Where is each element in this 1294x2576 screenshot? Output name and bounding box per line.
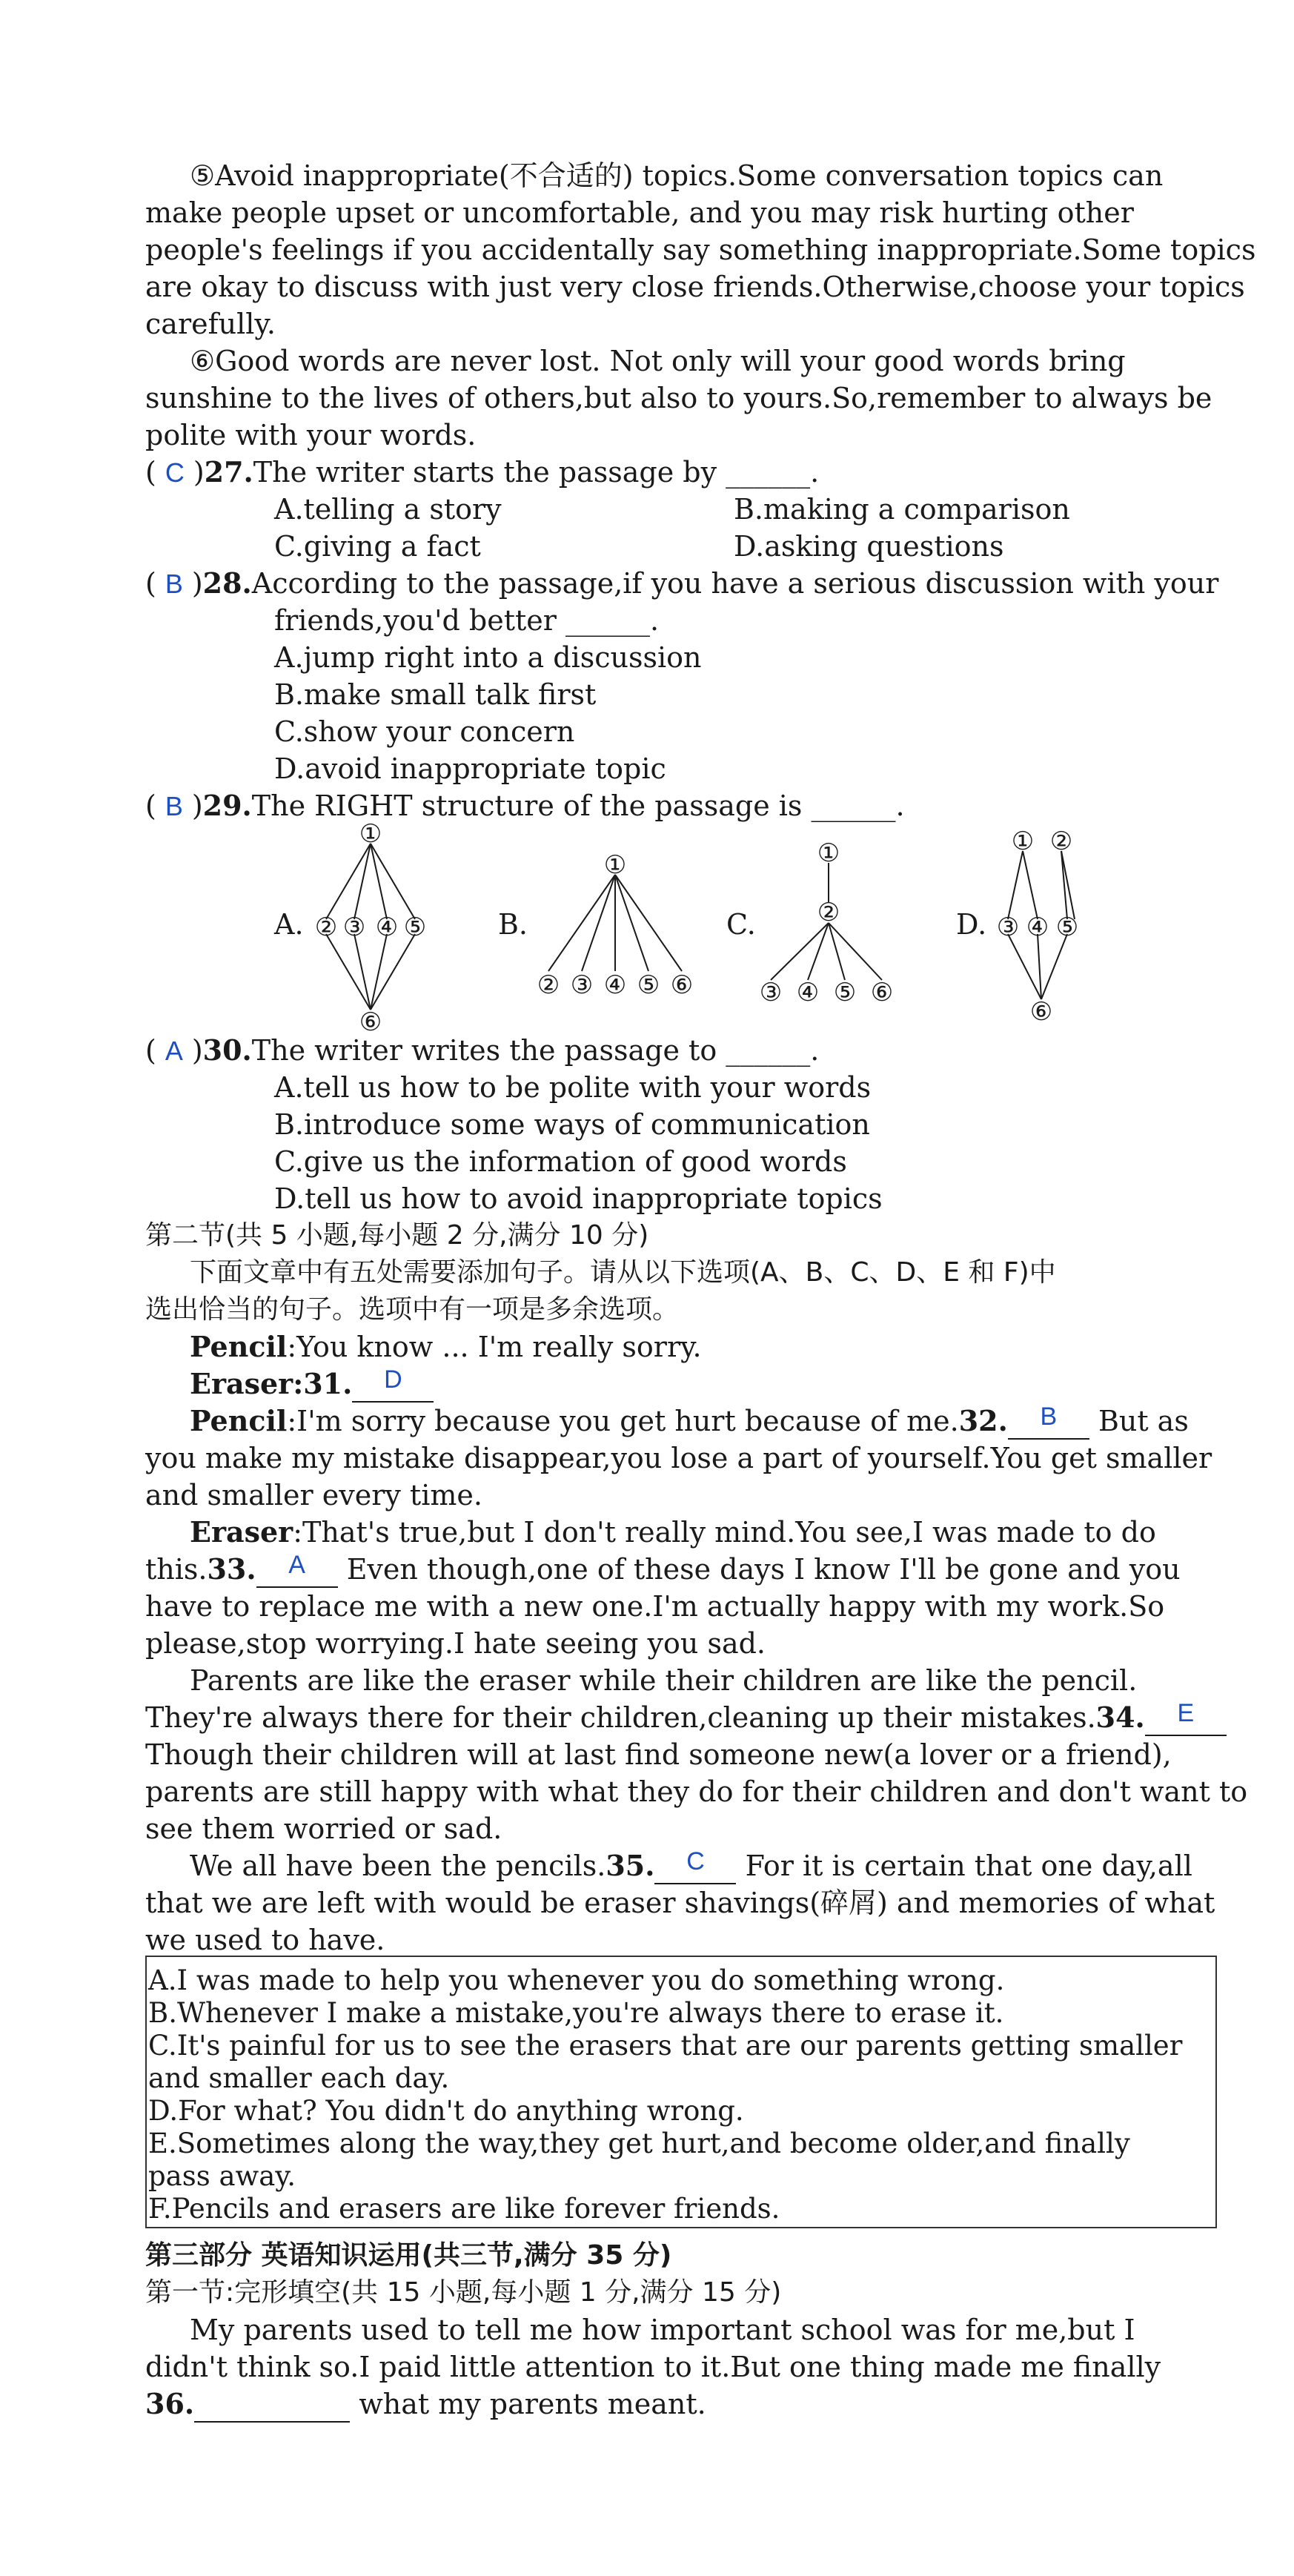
passage-line: ⑤Avoid inappropriate(不合适的) topics.Some conversation topics can [190,159,1164,192]
answer-32: B [1040,1403,1058,1431]
answer-blank-35 [654,1847,736,1884]
dialogue-line: have to replace me with a new one.I'm actually happy with my work.So [145,1590,1165,1623]
diagram-b-node: ① [603,850,627,880]
option-b: B.introduce some ways of communication [274,1108,870,1141]
question-number: 29. [202,789,252,822]
question-number: 33. [207,1552,256,1586]
diagram-b-node: ⑤ [637,970,660,1000]
diagram-label-a: A. [274,908,304,941]
diagram-a-node: ① [359,819,382,849]
passage-line: make people upset or uncomfortable, and you may risk hurting other [145,196,1134,229]
dialogue-line [145,1551,1220,1588]
question-30: ( A )30.The writer writes the passage to ______. [145,1033,820,1067]
box-option: C.It's painful for us to see the erasers that are our parents getting smaller [148,2030,1183,2062]
diagram-d-node: ③ [996,913,1020,942]
passage-line: are okay to discuss with just very close friends.Otherwise,choose your topics [145,271,1245,303]
passage-line [145,1699,1220,1736]
passage-line: sunshine to the lives of others,but also to yours.So,remember to always be [145,382,1212,414]
section-instruction: 选出恰当的句子。选项中有一项是多余选项。 [145,1294,680,1325]
passage-text: what my parents meant. [350,2388,706,2420]
answer-35: C [686,1847,705,1875]
option-d: D.tell us how to avoid inappropriate topics [274,1182,883,1215]
diagram-d-node: ② [1049,827,1073,856]
passage-line: see them worried or sad. [145,1812,502,1845]
passage-line: Parents are like the eraser while their children are like the pencil. [190,1664,1138,1697]
diagram-b-node: ④ [603,970,627,1000]
dialogue-text: :I'm sorry because you get hurt because of me. [287,1405,959,1437]
speaker-eraser: Eraser [190,1515,293,1549]
diagram-b-node: ⑥ [670,970,694,1000]
option-d: D.avoid inappropriate topic [274,752,666,785]
box-option: A.I was made to help you whenever you do something wrong. [148,1964,1005,1996]
answer-29: B [165,791,183,821]
question-28: ( B )28.According to the passage,if you have a serious discussion with your [145,566,1219,600]
dialogue-text: Even though,one of these days I know I'll be gone and you [337,1553,1181,1586]
dialogue-line: you make my mistake disappear,you lose a part of yourself.You get smaller [145,1442,1212,1474]
option-b: B.make small talk first [274,678,597,711]
passage-text: For it is certain that one day,all [736,1850,1192,1882]
box-option: and smaller each day. [148,2062,450,2094]
passage-line [190,1847,1264,1884]
diagram-label-c: C. [726,908,756,941]
dialogue-line: Eraser:31. D [190,1365,1264,1403]
diagram-label-b: B. [498,908,528,941]
option-d: D.asking questions [734,530,1004,563]
dialogue-line [190,1328,1264,1365]
passage-line: ⑥Good words are never lost. Not only will your good words bring [190,345,1126,377]
answer-27: C [165,457,185,488]
question-number: 28. [202,566,252,600]
speaker-pencil: Pencil [190,1330,288,1363]
diagram-a-node: ③ [342,913,366,942]
question-number: 36. [145,2387,195,2420]
question-stem: The writer writes the passage to ______. [251,1034,820,1067]
passage-line: My parents used to tell me how important school was for me,but I [190,2314,1135,2346]
passage-line: carefully. [145,308,276,340]
passage-line: polite with your words. [145,419,477,451]
answer-blank-36 [194,2390,350,2423]
answer-31: D [384,1365,402,1394]
diagram-c-node: ② [817,898,840,927]
answer-blank-34 [1145,1699,1227,1736]
diagram-b-node: ③ [570,970,594,1000]
dialogue-line [190,1403,1264,1440]
option-b: B.making a comparison [734,493,1070,526]
question-number: 27. [204,455,253,489]
passage-line: we used to have. [145,1924,385,1956]
dialogue-text: But as [1089,1405,1189,1437]
diagram-c-node: ③ [759,978,783,1007]
option-a: A.jump right into a discussion [274,641,702,674]
answer-33: A [288,1551,305,1579]
box-option: E.Sometimes along the way,they get hurt,and become older,and finally [148,2128,1130,2159]
diagram-c-node: ⑤ [833,978,857,1007]
section-title: 第二节(共 5 小题,每小题 2 分,满分 10 分) [145,1220,649,1251]
question-number: 30. [202,1033,252,1067]
subsection-title: 第一节:完形填空(共 15 小题,每小题 1 分,满分 15 分) [145,2277,782,2308]
box-option: pass away. [148,2160,296,2192]
question-stem: The RIGHT structure of the passage is ______. [251,789,905,822]
passage-line: didn't think so.I paid little attention to it.But one thing made me finally [145,2351,1161,2383]
diagram-d-node: ④ [1026,913,1049,942]
diagram-c-node: ④ [796,978,820,1007]
answer-34: E [1177,1699,1195,1727]
diagram-d-node: ⑥ [1029,997,1053,1027]
box-option: B.Whenever I make a mistake,you're always there to erase it. [148,1997,1004,2029]
dialogue-line: and smaller every time. [145,1479,482,1512]
passage-text: We all have been the pencils. [190,1850,606,1882]
question-number: 34. [1095,1701,1145,1734]
dialogue-line: please,stop worrying.I hate seeing you sad. [145,1627,766,1660]
passage-line: Though their children will at last find someone new(a lover or a friend), [145,1738,1172,1771]
dialogue-text: this. [145,1553,208,1586]
passage-line: people's feelings if you accidentally say something inappropriate.Some topics [145,234,1256,266]
diagram-label-d: D. [956,908,987,941]
diagram-a-node: ② [314,913,338,942]
dialogue-text: :That's true,but I don't really mind.You see,I was made to do [293,1516,1156,1549]
question-29: ( B )29.The RIGHT structure of the passage is ______. [145,789,905,822]
question-27: ( C )27.The writer starts the passage by ______. [145,455,820,489]
option-c: C.give us the information of good words [274,1145,847,1178]
passage-line: that we are left with would be eraser shavings(碎屑) and memories of what [145,1887,1215,1919]
diagram-d-node: ⑤ [1055,913,1079,942]
option-a: A.telling a story [274,493,502,526]
diagram-b-node: ② [537,970,560,1000]
question-number: 35. [605,1849,655,1882]
option-a: A.tell us how to be polite with your words [274,1071,872,1104]
diagram-c-node: ⑥ [870,978,894,1007]
question-number: 32. [958,1404,1008,1437]
option-c: C.giving a fact [274,530,481,563]
dialogue-text: :You know ... I'm really sorry. [287,1331,702,1363]
answer-28: B [165,569,183,599]
passage-text: They're always there for their children,cleaning up their mistakes. [145,1701,1096,1734]
option-c: C.show your concern [274,715,575,748]
diagram-a-node: ④ [375,913,399,942]
question-stem-cont: friends,you'd better ______. [274,604,660,637]
speaker-eraser: Eraser [190,1367,293,1400]
box-option: F.Pencils and erasers are like forever friends. [148,2193,780,2225]
question-number: 31. [303,1367,353,1400]
answer-30: A [165,1036,183,1066]
diagram-a-node: ⑥ [359,1007,382,1037]
diagram-a-node: ⑤ [403,913,427,942]
question-stem: The writer starts the passage by ______. [253,456,820,489]
answer-blank-32 [1008,1403,1089,1440]
speaker-pencil: Pencil [190,1404,288,1437]
structure-diagrams [0,815,1294,1038]
diagram-c-node: ① [817,838,840,868]
answer-blank-33 [256,1551,338,1588]
passage-line: parents are still happy with what they do for their children and don't want to [145,1775,1248,1808]
question-stem: According to the passage,if you have a serious discussion with your [251,567,1219,600]
box-option: D.For what? You didn't do anything wrong. [148,2095,744,2127]
section-instruction: 下面文章中有五处需要添加句子。请从以下选项(A、B、C、D、E 和 F)中 [190,1257,1056,1288]
dialogue-line [190,1514,1264,1551]
diagram-d-node: ① [1011,827,1035,856]
part-title: 第三部分 英语知识运用(共三节,满分 35 分) [145,2240,672,2271]
answer-blank-31 [352,1365,434,1403]
passage-line [145,2385,1220,2423]
